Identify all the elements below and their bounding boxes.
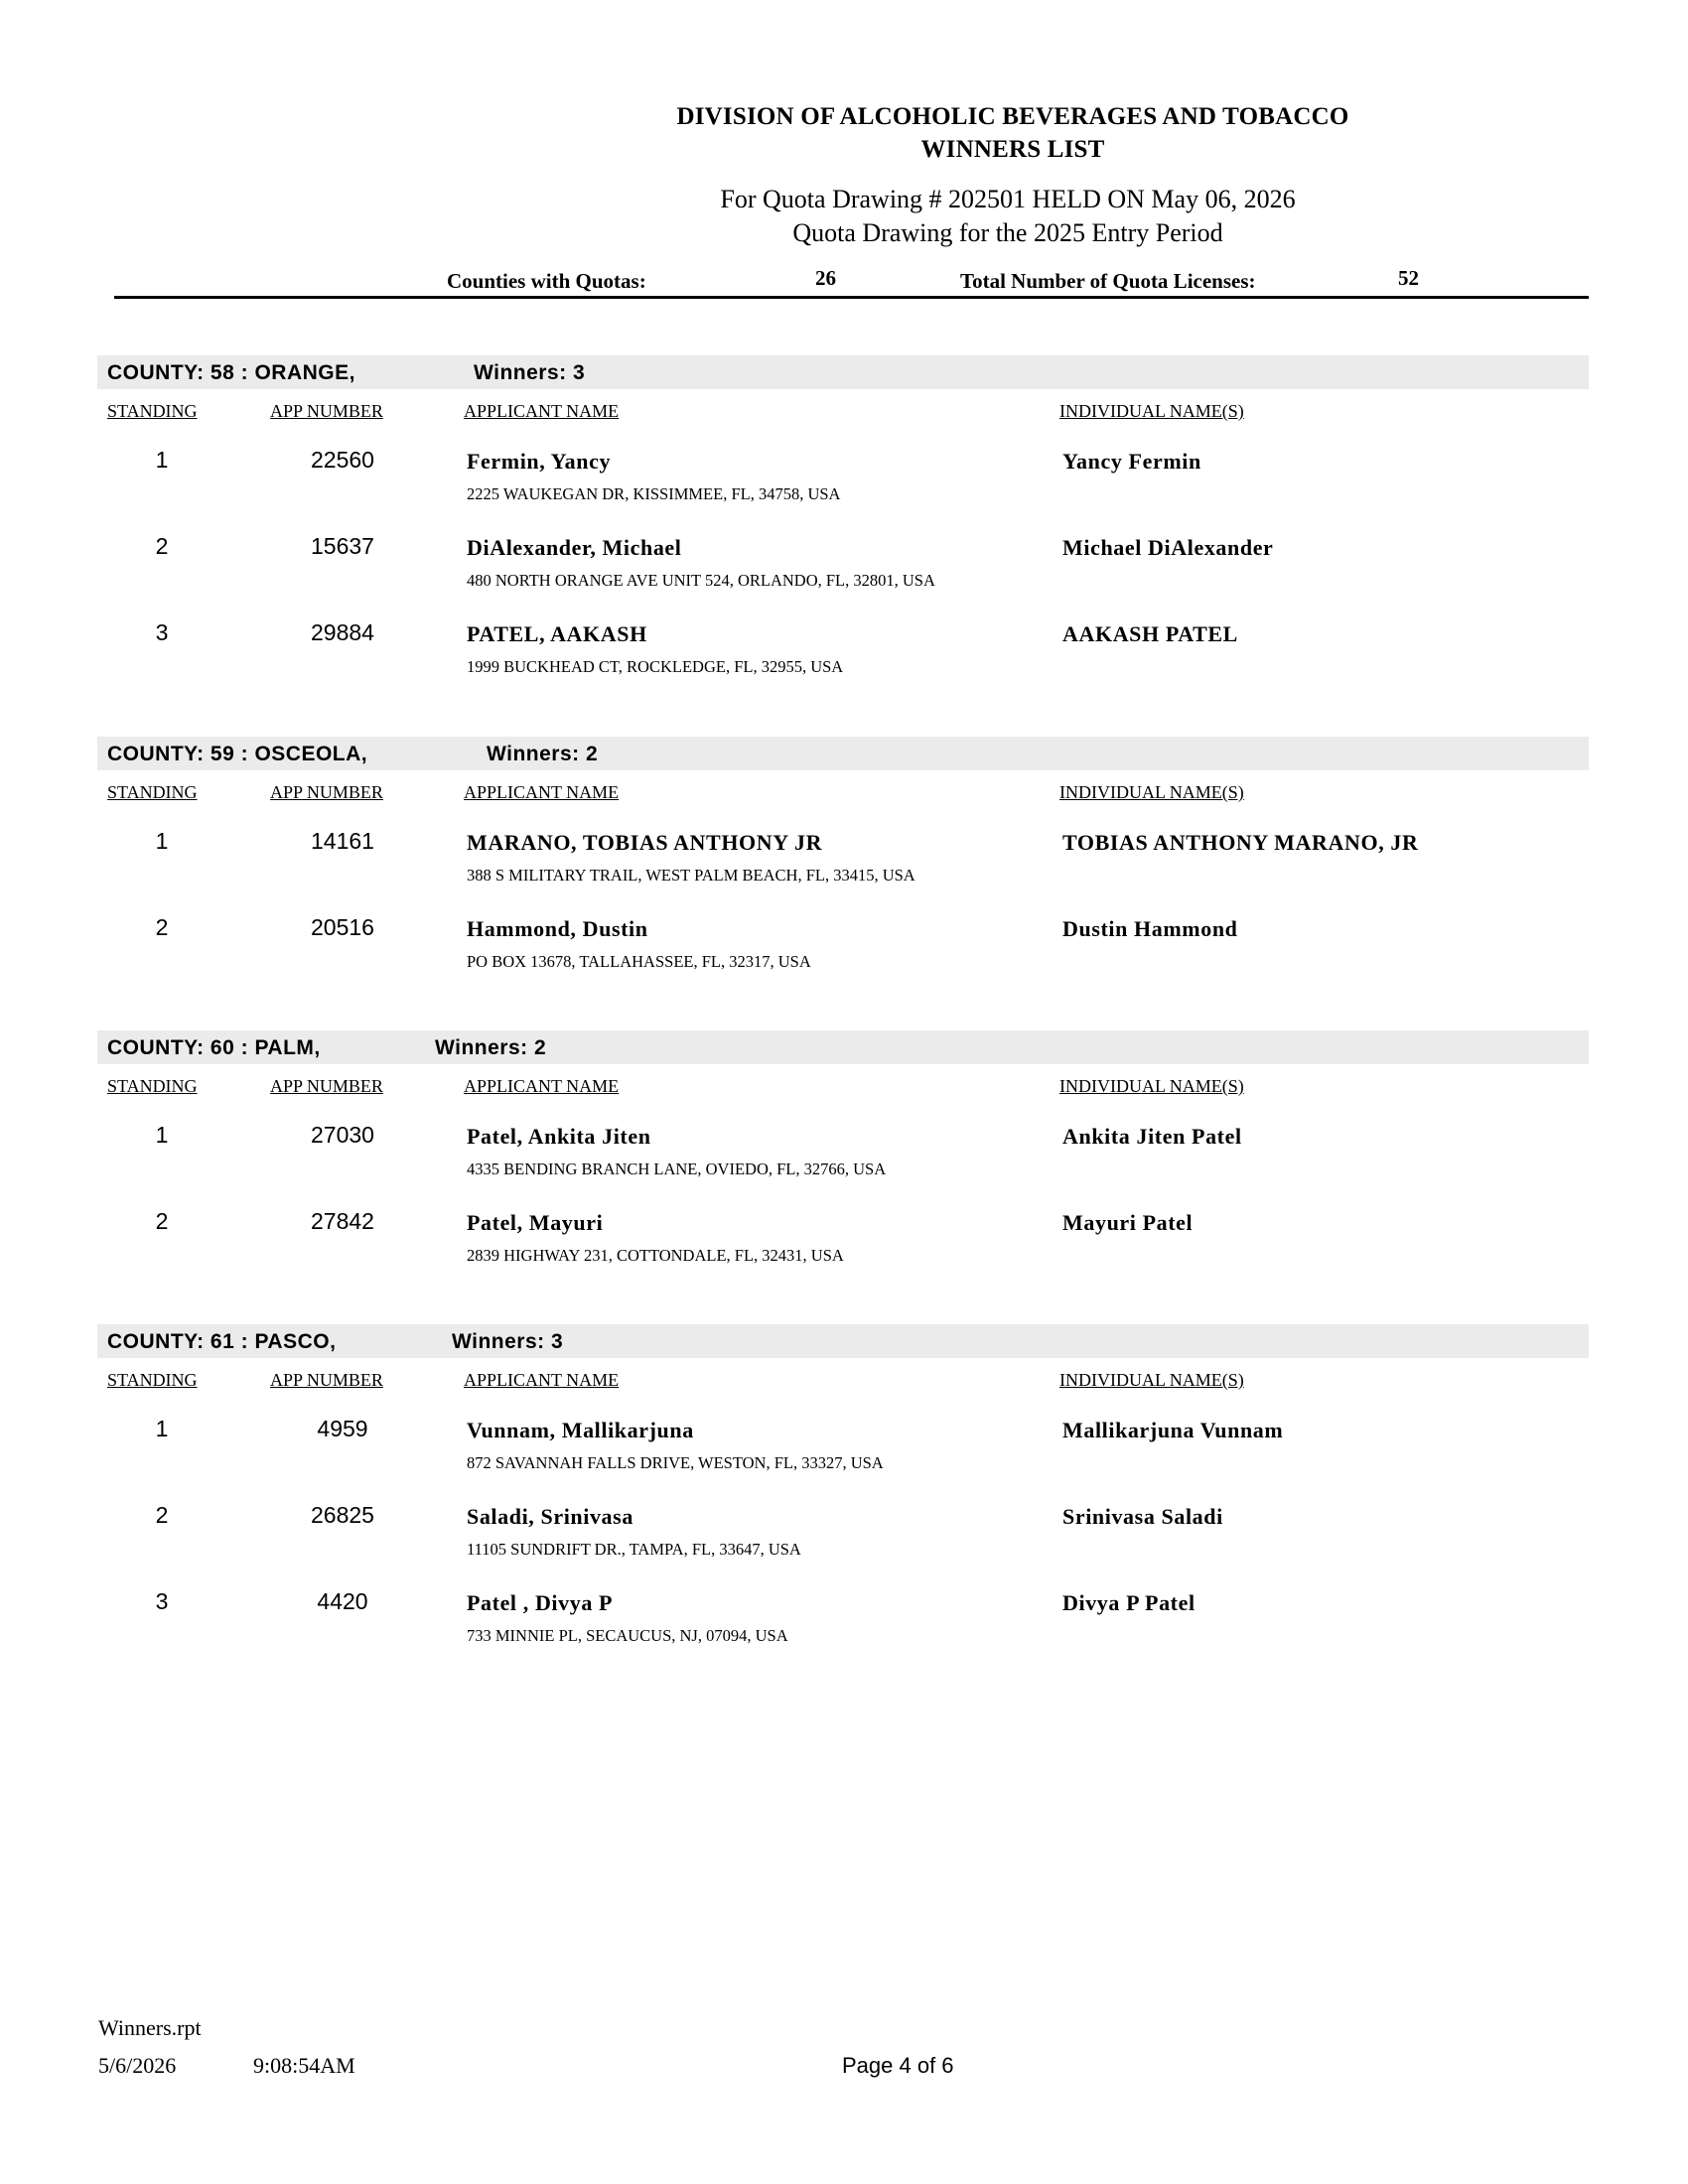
column-header-app-number: APP NUMBER [270, 1370, 383, 1390]
winner-row [0, 1122, 1688, 1178]
applicant-address: 4335 BENDING BRANCH LANE, OVIEDO, FL, 32766, USA [467, 1160, 887, 1178]
winner-row [0, 619, 1688, 676]
applicant-address: PO BOX 13678, TALLAHASSEE, FL, 32317, USA [467, 952, 811, 971]
column-header-app-number: APP NUMBER [270, 1076, 383, 1096]
app-number: 29884 [311, 619, 374, 645]
individual-name: Divya P Patel [1062, 1590, 1196, 1615]
applicant-name: Vunnam, Mallikarjuna [467, 1418, 694, 1442]
column-header-individual-names: INDIVIDUAL NAME(S) [1059, 1076, 1244, 1096]
document-title: DIVISION OF ALCOHOLIC BEVERAGES AND TOBACCO [676, 103, 1349, 130]
applicant-name: DiAlexander, Michael [467, 535, 682, 560]
applicant-name: Patel, Ankita Jiten [467, 1124, 651, 1149]
column-header-standing: STANDING [107, 401, 198, 421]
app-number: 4420 [317, 1588, 368, 1614]
individual-name: TOBIAS ANTHONY MARANO, JR [1062, 830, 1419, 855]
winner-row [0, 914, 1688, 971]
column-header-individual-names: INDIVIDUAL NAME(S) [1059, 1370, 1244, 1390]
standing-number: 1 [155, 1122, 169, 1148]
applicant-name: Hammond, Dustin [467, 916, 648, 941]
column-header-standing: STANDING [107, 1076, 198, 1096]
winners-count: Winners: 3 [452, 1330, 564, 1353]
total-quota-licenses-value: 52 [1398, 266, 1419, 290]
app-number: 26825 [311, 1502, 374, 1528]
app-number: 22560 [311, 447, 374, 473]
period-line: Quota Drawing for the 2025 Entry Period [792, 218, 1223, 247]
column-header-applicant-name: APPLICANT NAME [464, 782, 620, 802]
column-header-app-number: APP NUMBER [270, 782, 383, 802]
applicant-address: 1999 BUCKHEAD CT, ROCKLEDGE, FL, 32955, USA [467, 657, 844, 676]
applicant-name: Fermin, Yancy [467, 449, 612, 474]
standing-number: 1 [155, 1416, 169, 1441]
app-number: 27030 [311, 1122, 374, 1148]
winners-count: Winners: 2 [487, 743, 599, 765]
total-quota-licenses-label: Total Number of Quota Licenses: [960, 269, 1256, 293]
individual-name: Mayuri Patel [1062, 1210, 1194, 1235]
applicant-address: 480 NORTH ORANGE AVE UNIT 524, ORLANDO, FL, 32801, USA [467, 571, 935, 590]
drawing-line: For Quota Drawing # 202501 HELD ON May 06, 2026 [720, 185, 1296, 213]
standing-number: 2 [155, 533, 169, 559]
applicant-address: 872 SAVANNAH FALLS DRIVE, WESTON, FL, 33327, USA [467, 1453, 884, 1472]
winner-row [0, 1208, 1688, 1265]
column-header-applicant-name: APPLICANT NAME [464, 1370, 620, 1390]
individual-name: Ankita Jiten Patel [1062, 1124, 1242, 1149]
footer-time: 9:08:54AM [253, 2053, 355, 2078]
standing-number: 2 [155, 914, 169, 940]
column-header-standing: STANDING [107, 1370, 198, 1390]
counties-with-quotas-label: Counties with Quotas: [447, 269, 646, 293]
column-header-individual-names: INDIVIDUAL NAME(S) [1059, 401, 1244, 421]
footer-report-name: Winners.rpt [98, 2015, 202, 2040]
counties-with-quotas-value: 26 [815, 266, 836, 290]
winners-count: Winners: 2 [435, 1036, 547, 1059]
applicant-address: 11105 SUNDRIFT DR., TAMPA, FL, 33647, USA [467, 1540, 801, 1559]
individual-name: Srinivasa Saladi [1062, 1504, 1223, 1529]
standing-number: 1 [155, 828, 169, 854]
winner-row [0, 828, 1688, 885]
applicant-address: 2225 WAUKEGAN DR, KISSIMMEE, FL, 34758, USA [467, 484, 841, 503]
applicant-name: PATEL, AAKASH [467, 621, 647, 646]
winner-row [0, 533, 1688, 590]
app-number: 20516 [311, 914, 374, 940]
footer-date: 5/6/2026 [98, 2053, 177, 2078]
county-label: COUNTY: 59 : OSCEOLA, [107, 743, 368, 765]
winner-row [0, 1502, 1688, 1559]
individual-name: Dustin Hammond [1062, 916, 1238, 941]
winner-row [0, 1416, 1688, 1472]
column-header-standing: STANDING [107, 782, 198, 802]
footer-page-number: Page 4 of 6 [842, 2053, 954, 2078]
county-label: COUNTY: 61 : PASCO, [107, 1330, 337, 1353]
standing-number: 3 [155, 1588, 169, 1614]
applicant-name: MARANO, TOBIAS ANTHONY JR [467, 830, 823, 855]
winner-row [0, 447, 1688, 503]
column-header-applicant-name: APPLICANT NAME [464, 401, 620, 421]
standing-number: 2 [155, 1208, 169, 1234]
winners-count: Winners: 3 [474, 361, 586, 384]
county-header-bar [97, 1030, 1589, 1064]
individual-name: Yancy Fermin [1062, 449, 1201, 474]
individual-name: Mallikarjuna Vunnam [1062, 1418, 1284, 1442]
applicant-name: Patel, Mayuri [467, 1210, 604, 1235]
document-subtitle: WINNERS LIST [920, 136, 1105, 163]
header-divider [114, 296, 1589, 299]
county-section [0, 355, 1688, 676]
applicant-address: 733 MINNIE PL, SECAUCUS, NJ, 07094, USA [467, 1626, 788, 1645]
app-number: 4959 [317, 1416, 368, 1441]
column-header-applicant-name: APPLICANT NAME [464, 1076, 620, 1096]
applicant-name: Saladi, Srinivasa [467, 1504, 633, 1529]
county-section [0, 737, 1688, 971]
column-header-individual-names: INDIVIDUAL NAME(S) [1059, 782, 1244, 802]
county-section [0, 1030, 1688, 1265]
applicant-address: 388 S MILITARY TRAIL, WEST PALM BEACH, FL, 33415, USA [467, 866, 915, 885]
standing-number: 3 [155, 619, 169, 645]
individual-name: AAKASH PATEL [1062, 621, 1238, 646]
county-label: COUNTY: 58 : ORANGE, [107, 361, 355, 384]
county-label: COUNTY: 60 : PALM, [107, 1036, 321, 1059]
app-number: 27842 [311, 1208, 374, 1234]
app-number: 14161 [311, 828, 374, 854]
app-number: 15637 [311, 533, 374, 559]
applicant-name: Patel , Divya P [467, 1590, 614, 1615]
winner-row [0, 1588, 1688, 1645]
column-header-app-number: APP NUMBER [270, 401, 383, 421]
standing-number: 1 [155, 447, 169, 473]
standing-number: 2 [155, 1502, 169, 1528]
applicant-address: 2839 HIGHWAY 231, COTTONDALE, FL, 32431, USA [467, 1246, 844, 1265]
county-section [0, 1324, 1688, 1645]
individual-name: Michael DiAlexander [1062, 535, 1274, 560]
